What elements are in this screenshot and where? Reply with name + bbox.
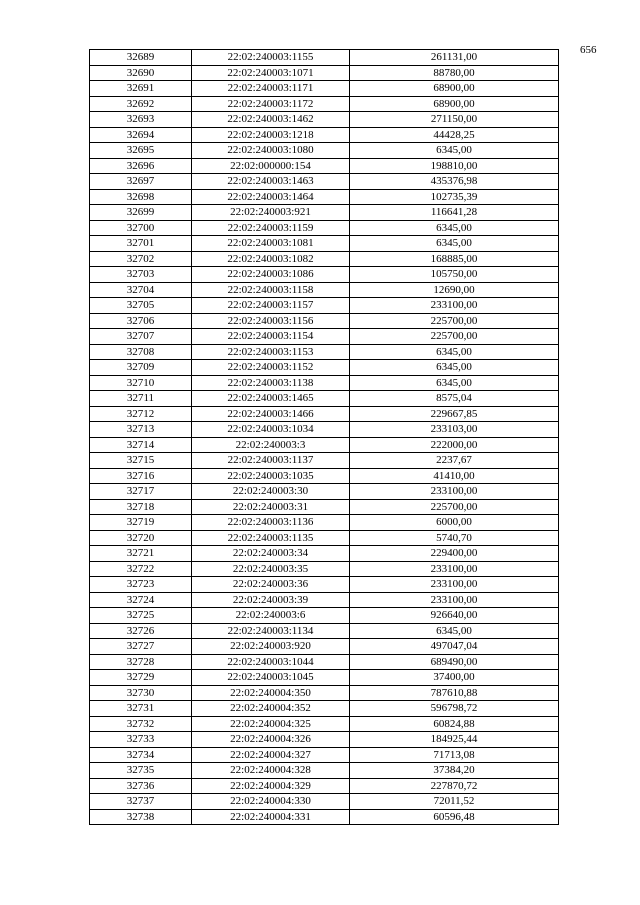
table-row [90, 422, 559, 438]
table-row [90, 267, 559, 283]
row-number-cell: 32706 [90, 313, 192, 329]
row-number-cell: 32716 [90, 468, 192, 484]
value-cell: 71713,08 [350, 747, 559, 763]
cadastral-number-cell: 22:02:240003:1152 [192, 360, 350, 376]
value-cell: 435376,98 [350, 174, 559, 190]
table-row [90, 375, 559, 391]
table-row [90, 468, 559, 484]
table-row [90, 205, 559, 221]
value-cell: 233100,00 [350, 577, 559, 593]
value-cell: 6345,00 [350, 375, 559, 391]
value-cell: 233100,00 [350, 298, 559, 314]
value-cell: 12690,00 [350, 282, 559, 298]
page-number: 656 [580, 44, 597, 56]
value-cell: 105750,00 [350, 267, 559, 283]
table-row [90, 546, 559, 562]
cadastral-number-cell: 22:02:240003:1086 [192, 267, 350, 283]
cadastral-number-cell: 22:02:240003:920 [192, 639, 350, 655]
value-cell: 6345,00 [350, 344, 559, 360]
row-number-cell: 32697 [90, 174, 192, 190]
value-cell: 233103,00 [350, 422, 559, 438]
cadastral-number-cell: 22:02:240003:31 [192, 499, 350, 515]
value-cell: 596798,72 [350, 701, 559, 717]
value-cell: 787610,88 [350, 685, 559, 701]
cadastral-number-cell: 22:02:240003:1082 [192, 251, 350, 267]
cadastral-number-cell: 22:02:240003:1138 [192, 375, 350, 391]
table-row [90, 484, 559, 500]
value-cell: 271150,00 [350, 112, 559, 128]
row-number-cell: 32726 [90, 623, 192, 639]
value-cell: 5740,70 [350, 530, 559, 546]
cadastral-number-cell: 22:02:240003:1136 [192, 515, 350, 531]
value-cell: 6345,00 [350, 623, 559, 639]
value-cell: 225700,00 [350, 329, 559, 345]
cadastral-number-cell: 22:02:240004:328 [192, 763, 350, 779]
table-row [90, 639, 559, 655]
cadastral-number-cell: 22:02:240003:1171 [192, 81, 350, 97]
row-number-cell: 32692 [90, 96, 192, 112]
cadastral-number-cell: 22:02:240003:921 [192, 205, 350, 221]
cadastral-number-cell: 22:02:240003:1158 [192, 282, 350, 298]
row-number-cell: 32723 [90, 577, 192, 593]
table-row [90, 143, 559, 159]
row-number-cell: 32700 [90, 220, 192, 236]
row-number-cell: 32703 [90, 267, 192, 283]
cadastral-number-cell: 22:02:240003:1157 [192, 298, 350, 314]
table-row [90, 763, 559, 779]
table-row [90, 50, 559, 66]
cadastral-number-cell: 22:02:240003:30 [192, 484, 350, 500]
table-row [90, 701, 559, 717]
value-cell: 184925,44 [350, 732, 559, 748]
table-row [90, 189, 559, 205]
row-number-cell: 32713 [90, 422, 192, 438]
row-number-cell: 32717 [90, 484, 192, 500]
cadastral-number-cell: 22:02:240003:36 [192, 577, 350, 593]
row-number-cell: 32705 [90, 298, 192, 314]
row-number-cell: 32728 [90, 654, 192, 670]
row-number-cell: 32729 [90, 670, 192, 686]
table-row [90, 251, 559, 267]
value-cell: 68900,00 [350, 96, 559, 112]
cadastral-number-cell: 22:02:240004:329 [192, 778, 350, 794]
value-cell: 60596,48 [350, 809, 559, 825]
value-cell: 37400,00 [350, 670, 559, 686]
value-cell: 198810,00 [350, 158, 559, 174]
table-row [90, 81, 559, 97]
value-cell: 227870,72 [350, 778, 559, 794]
row-number-cell: 32736 [90, 778, 192, 794]
cadastral-number-cell: 22:02:240004:331 [192, 809, 350, 825]
cadastral-number-cell: 22:02:240003:1466 [192, 406, 350, 422]
row-number-cell: 32714 [90, 437, 192, 453]
row-number-cell: 32690 [90, 65, 192, 81]
value-cell: 229400,00 [350, 546, 559, 562]
value-cell: 926640,00 [350, 608, 559, 624]
value-cell: 225700,00 [350, 313, 559, 329]
table-row [90, 220, 559, 236]
row-number-cell: 32712 [90, 406, 192, 422]
row-number-cell: 32732 [90, 716, 192, 732]
cadastral-number-cell: 22:02:240004:352 [192, 701, 350, 717]
row-number-cell: 32699 [90, 205, 192, 221]
row-number-cell: 32698 [90, 189, 192, 205]
table-row [90, 608, 559, 624]
value-cell: 233100,00 [350, 592, 559, 608]
row-number-cell: 32696 [90, 158, 192, 174]
row-number-cell: 32693 [90, 112, 192, 128]
cadastral-number-cell: 22:02:240003:1159 [192, 220, 350, 236]
value-cell: 222000,00 [350, 437, 559, 453]
table-row [90, 313, 559, 329]
table-row [90, 623, 559, 639]
value-cell: 60824,88 [350, 716, 559, 732]
row-number-cell: 32704 [90, 282, 192, 298]
row-number-cell: 32695 [90, 143, 192, 159]
table-row [90, 391, 559, 407]
row-number-cell: 32738 [90, 809, 192, 825]
row-number-cell: 32735 [90, 763, 192, 779]
value-cell: 261131,00 [350, 50, 559, 66]
value-cell: 2237,67 [350, 453, 559, 469]
value-cell: 497047,04 [350, 639, 559, 655]
table-row [90, 561, 559, 577]
table-row [90, 298, 559, 314]
cadastral-number-cell: 22:02:240003:1134 [192, 623, 350, 639]
value-cell: 225700,00 [350, 499, 559, 515]
cadastral-number-cell: 22:02:240003:1462 [192, 112, 350, 128]
table-row [90, 530, 559, 546]
cadastral-number-cell: 22:02:240003:1172 [192, 96, 350, 112]
cadastral-number-cell: 22:02:240003:1080 [192, 143, 350, 159]
row-number-cell: 32691 [90, 81, 192, 97]
table-row [90, 794, 559, 810]
cadastral-number-cell: 22:02:240004:350 [192, 685, 350, 701]
cadastral-number-cell: 22:02:240003:1465 [192, 391, 350, 407]
row-number-cell: 32719 [90, 515, 192, 531]
row-number-cell: 32694 [90, 127, 192, 143]
value-cell: 6000,00 [350, 515, 559, 531]
value-cell: 8575,04 [350, 391, 559, 407]
table-row [90, 236, 559, 252]
value-cell: 37384,20 [350, 763, 559, 779]
value-cell: 233100,00 [350, 484, 559, 500]
value-cell: 229667,85 [350, 406, 559, 422]
cadastral-number-cell: 22:02:240003:39 [192, 592, 350, 608]
table-row [90, 127, 559, 143]
table-row [90, 809, 559, 825]
value-cell: 168885,00 [350, 251, 559, 267]
row-number-cell: 32708 [90, 344, 192, 360]
row-number-cell: 32701 [90, 236, 192, 252]
row-number-cell: 32709 [90, 360, 192, 376]
table-row [90, 360, 559, 376]
row-number-cell: 32720 [90, 530, 192, 546]
cadastral-number-cell: 22:02:240003:1153 [192, 344, 350, 360]
cadastral-number-cell: 22:02:240003:3 [192, 437, 350, 453]
row-number-cell: 32702 [90, 251, 192, 267]
table-row [90, 592, 559, 608]
table-row [90, 747, 559, 763]
value-cell: 88780,00 [350, 65, 559, 81]
row-number-cell: 32733 [90, 732, 192, 748]
cadastral-number-cell: 22:02:240003:1154 [192, 329, 350, 345]
value-cell: 102735,39 [350, 189, 559, 205]
value-cell: 6345,00 [350, 220, 559, 236]
row-number-cell: 32730 [90, 685, 192, 701]
cadastral-number-cell: 22:02:240003:1218 [192, 127, 350, 143]
row-number-cell: 32722 [90, 561, 192, 577]
value-cell: 44428,25 [350, 127, 559, 143]
cadastral-number-cell: 22:02:240003:1135 [192, 530, 350, 546]
table-row [90, 732, 559, 748]
table-row [90, 329, 559, 345]
table-row [90, 174, 559, 190]
table-row [90, 437, 559, 453]
row-number-cell: 32721 [90, 546, 192, 562]
row-number-cell: 32711 [90, 391, 192, 407]
table-row [90, 453, 559, 469]
value-cell: 6345,00 [350, 236, 559, 252]
row-number-cell: 32715 [90, 453, 192, 469]
row-number-cell: 32724 [90, 592, 192, 608]
table-row [90, 344, 559, 360]
table-row [90, 406, 559, 422]
cadastral-number-cell: 22:02:240003:1071 [192, 65, 350, 81]
table-row [90, 65, 559, 81]
value-cell: 6345,00 [350, 143, 559, 159]
cadastral-number-cell: 22:02:240004:327 [192, 747, 350, 763]
cadastral-number-cell: 22:02:240003:1081 [192, 236, 350, 252]
value-cell: 68900,00 [350, 81, 559, 97]
cadastral-number-cell: 22:02:240003:1464 [192, 189, 350, 205]
cadastral-number-cell: 22:02:240003:1137 [192, 453, 350, 469]
registry-table-body [90, 50, 559, 825]
cadastral-number-cell: 22:02:240003:1034 [192, 422, 350, 438]
table-row [90, 96, 559, 112]
table-row [90, 654, 559, 670]
table-row [90, 685, 559, 701]
value-cell: 116641,28 [350, 205, 559, 221]
value-cell: 6345,00 [350, 360, 559, 376]
cadastral-number-cell: 22:02:240004:325 [192, 716, 350, 732]
cadastral-number-cell: 22:02:240003:35 [192, 561, 350, 577]
cadastral-number-cell: 22:02:240003:1463 [192, 174, 350, 190]
cadastral-number-cell: 22:02:240003:1156 [192, 313, 350, 329]
table-row [90, 112, 559, 128]
row-number-cell: 32734 [90, 747, 192, 763]
value-cell: 233100,00 [350, 561, 559, 577]
cadastral-number-cell: 22:02:000000:154 [192, 158, 350, 174]
value-cell: 72011,52 [350, 794, 559, 810]
table-row [90, 716, 559, 732]
row-number-cell: 32727 [90, 639, 192, 655]
table-row [90, 282, 559, 298]
registry-table [89, 49, 559, 825]
row-number-cell: 32710 [90, 375, 192, 391]
table-row [90, 515, 559, 531]
value-cell: 689490,00 [350, 654, 559, 670]
row-number-cell: 32737 [90, 794, 192, 810]
cadastral-number-cell: 22:02:240003:1035 [192, 468, 350, 484]
row-number-cell: 32731 [90, 701, 192, 717]
table-row [90, 499, 559, 515]
table-row [90, 158, 559, 174]
row-number-cell: 32689 [90, 50, 192, 66]
table-row [90, 577, 559, 593]
table-row [90, 778, 559, 794]
cadastral-number-cell: 22:02:240003:34 [192, 546, 350, 562]
row-number-cell: 32725 [90, 608, 192, 624]
cadastral-number-cell: 22:02:240004:330 [192, 794, 350, 810]
cadastral-number-cell: 22:02:240004:326 [192, 732, 350, 748]
row-number-cell: 32707 [90, 329, 192, 345]
row-number-cell: 32718 [90, 499, 192, 515]
cadastral-number-cell: 22:02:240003:6 [192, 608, 350, 624]
value-cell: 41410,00 [350, 468, 559, 484]
table-row [90, 670, 559, 686]
cadastral-number-cell: 22:02:240003:1045 [192, 670, 350, 686]
cadastral-number-cell: 22:02:240003:1044 [192, 654, 350, 670]
cadastral-number-cell: 22:02:240003:1155 [192, 50, 350, 66]
